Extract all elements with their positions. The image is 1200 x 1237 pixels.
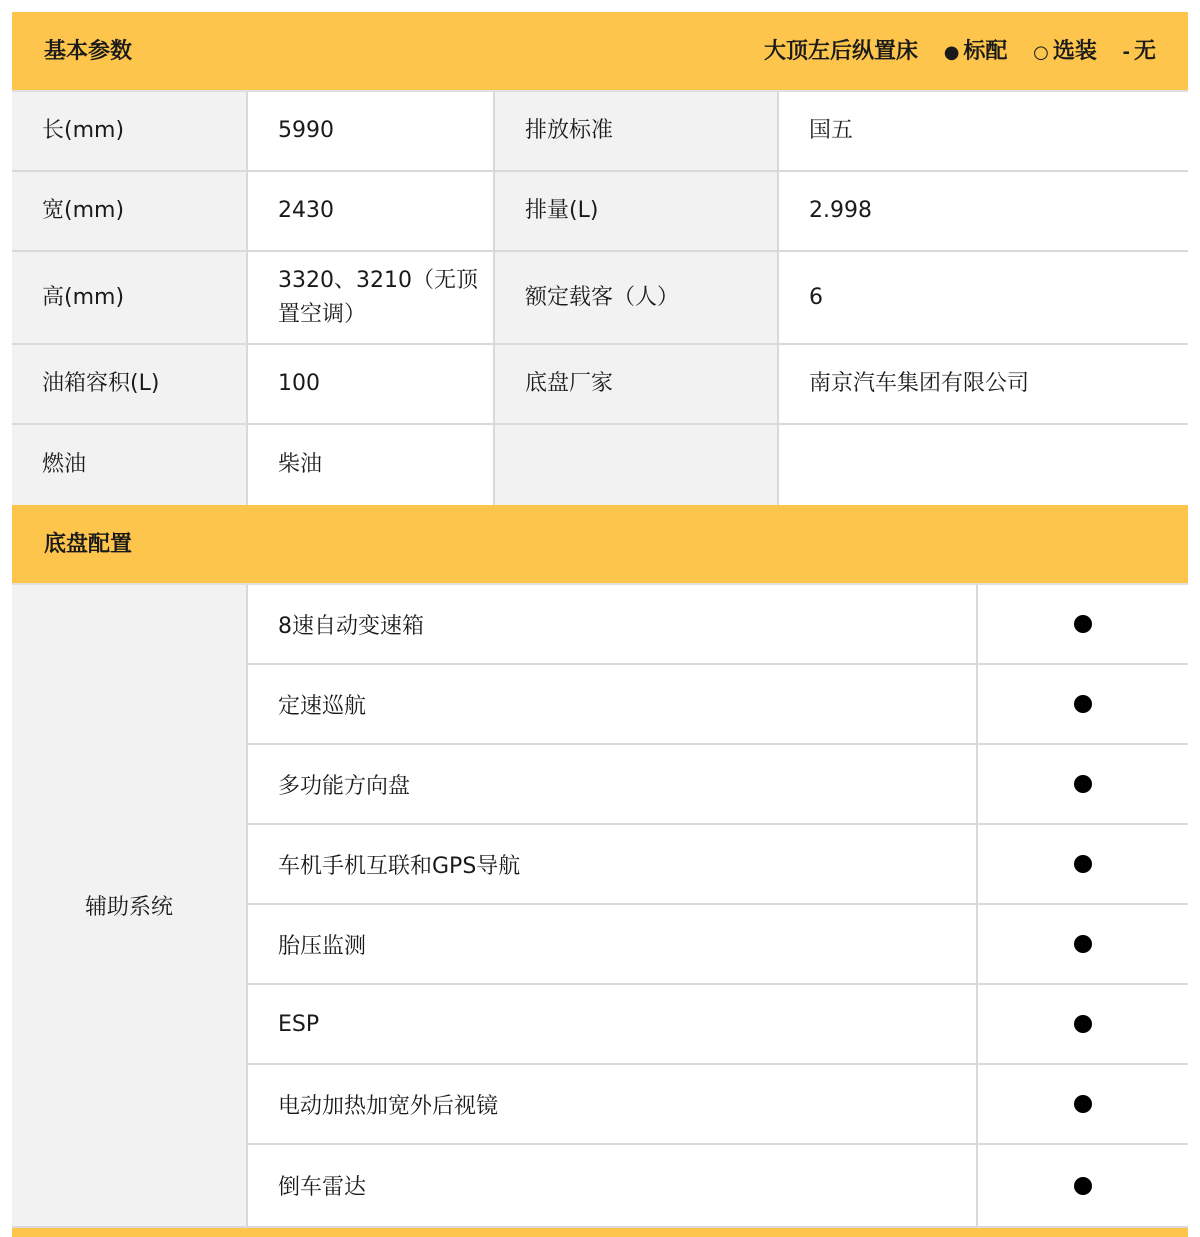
none-symbol: -	[1122, 42, 1130, 63]
param-value: 2430	[248, 172, 495, 250]
standard-mark	[978, 985, 1188, 1063]
param-key: 底盘厂家	[495, 345, 779, 423]
param-key: 油箱容积(L)	[12, 345, 248, 423]
standard-mark	[978, 665, 1188, 743]
standard-mark	[978, 1145, 1188, 1226]
spec-sheet	[12, 12, 1188, 1237]
legend	[764, 12, 1156, 93]
none-label: 无	[1133, 39, 1156, 64]
standard-mark	[978, 825, 1188, 903]
chassis-config-header	[12, 505, 1188, 585]
feature-row	[248, 905, 1188, 985]
filled-dot-icon	[1074, 1095, 1092, 1113]
param-value: 南京汽车集团有限公司	[809, 371, 1030, 396]
table-row	[12, 92, 1188, 172]
feature-row	[248, 825, 1188, 905]
basic-params-title: 基本参数	[44, 39, 133, 64]
optional-label: 选装	[1052, 39, 1097, 64]
param-value: 100	[248, 345, 495, 423]
feature-name: 车机手机互联和GPS导航	[248, 825, 978, 903]
filled-dot-icon	[1074, 1177, 1092, 1195]
standard-mark	[978, 585, 1188, 663]
feature-name: 胎压监测	[248, 905, 978, 983]
feature-name: 定速巡航	[248, 665, 978, 743]
filled-dot-icon	[1074, 935, 1092, 953]
feature-row	[248, 985, 1188, 1065]
param-value: 2.998	[809, 198, 872, 223]
optional-symbol: ○	[1033, 42, 1049, 63]
param-key: 燃油	[12, 425, 248, 505]
param-key: 排量(L)	[495, 172, 779, 250]
param-key: 高(mm)	[12, 252, 248, 343]
param-key: 宽(mm)	[12, 172, 248, 250]
group-label: 辅助系统	[12, 585, 248, 1228]
feature-row	[248, 665, 1188, 745]
standard-mark	[978, 905, 1188, 983]
table-row	[12, 172, 1188, 252]
feature-name: 8速自动变速箱	[248, 585, 978, 663]
feature-row	[248, 585, 1188, 665]
feature-row	[248, 1065, 1188, 1145]
param-value	[779, 425, 1188, 505]
feature-name: 电动加热加宽外后视镜	[248, 1065, 978, 1143]
param-key: 长(mm)	[12, 92, 248, 170]
param-key: 额定载客（人）	[495, 252, 779, 343]
bottom-divider	[12, 1228, 1188, 1237]
chassis-config-title: 底盘配置	[44, 532, 133, 557]
feature-name: 倒车雷达	[248, 1145, 978, 1226]
filled-dot-icon	[1074, 775, 1092, 793]
param-value: 国五	[809, 118, 854, 143]
standard-mark	[978, 745, 1188, 823]
standard-symbol: ●	[943, 42, 960, 63]
filled-dot-icon	[1074, 1015, 1092, 1033]
param-key: 排放标准	[495, 92, 779, 170]
feature-row	[248, 1145, 1188, 1228]
standard-mark	[978, 1065, 1188, 1143]
filled-dot-icon	[1074, 855, 1092, 873]
basic-params-header	[12, 12, 1188, 92]
filled-dot-icon	[1074, 695, 1092, 713]
param-key	[495, 425, 779, 505]
table-row	[12, 345, 1188, 425]
param-value: 5990	[248, 92, 495, 170]
model-name: 大顶左后纵置床	[764, 39, 919, 64]
feature-row	[248, 745, 1188, 825]
table-row	[12, 252, 1188, 345]
feature-name: 多功能方向盘	[248, 745, 978, 823]
param-value: 6	[809, 284, 823, 310]
table-row	[12, 425, 1188, 505]
standard-label: 标配	[963, 39, 1008, 64]
filled-dot-icon	[1074, 615, 1092, 633]
feature-name: ESP	[248, 985, 978, 1063]
param-value: 柴油	[248, 425, 495, 505]
param-value: 3320、3210（无顶置空调）	[248, 252, 495, 343]
